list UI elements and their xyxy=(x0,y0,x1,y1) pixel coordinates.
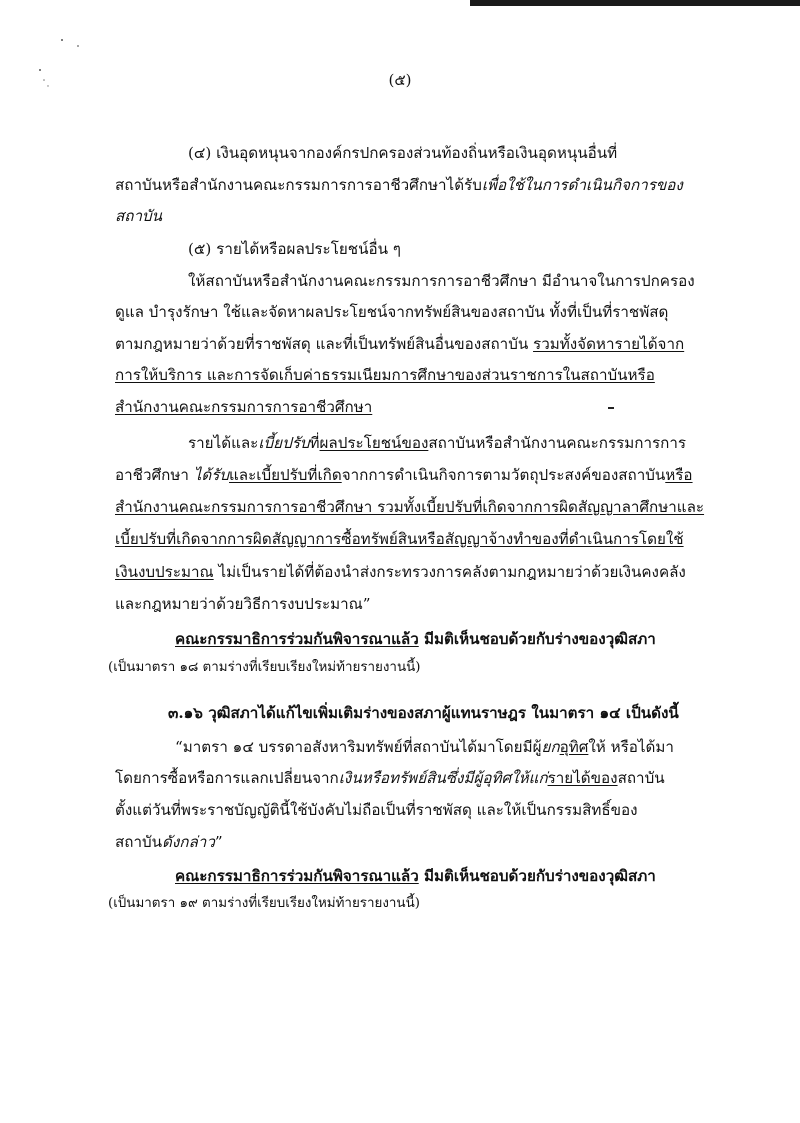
text-line xyxy=(108,892,420,914)
text-segment: ” xyxy=(214,833,223,851)
text-segment: หรือ xyxy=(665,466,693,484)
text-segment: คณะกรรมาธิการร่วมกันพิจารณาแล้ว xyxy=(175,630,419,648)
text-line xyxy=(115,768,665,788)
scan-dash-mark xyxy=(608,407,614,409)
text-line xyxy=(115,365,655,385)
text-segment: และเบี้ยปรับที่เกิด xyxy=(229,466,342,484)
text-segment: โดยการซื้อหรือการแลกเปลี่ยนจาก xyxy=(115,769,339,787)
text-line xyxy=(115,529,684,549)
text-segment: ดังกล่าว xyxy=(162,833,215,851)
text-segment: ได้รับ xyxy=(193,466,230,484)
text-segment: ไม่เป็นรายได้ที่ต้องนำส่งกระทรวงการคลังตามกฎหมายว่าด้วยเงินคงคลัง xyxy=(213,563,686,581)
text-segment: (เป็นมาตรา ๑๘ ตามร่างที่เรียบเรียงใหม่ท้ายรายงานนี้) xyxy=(108,660,421,675)
text-segment: รายได้และ xyxy=(188,434,259,452)
text-line xyxy=(115,562,686,582)
text-segment: “มาตรา ๑๔ บรรดาอสังหาริมทรัพย์ที่สถาบันได้มาโดยมีผู้ xyxy=(175,738,542,756)
text-line xyxy=(115,397,372,417)
text-line xyxy=(188,239,401,259)
text-line xyxy=(115,497,704,517)
text-segment: มีมติเห็นชอบด้วยกับร่างของวุฒิสภา xyxy=(418,867,656,885)
text-line xyxy=(115,302,668,322)
text-segment: และกฎหมายว่าด้วยวิธีการงบประมาณ” xyxy=(115,595,371,613)
text-segment: เบี้ยปรับที่เกิดจากการผิดสัญญาการซื้อทรัพย์สินหรือสัญญาจ้างทำของที่ดำเนินการโดยใช้ xyxy=(115,530,684,548)
text-line xyxy=(168,703,679,723)
text-segment: การให้บริการ และการจัดเก็บค่าธรรมเนียมการศึกษาของส่วนราชการในสถาบันหรือ xyxy=(115,366,655,384)
text-line xyxy=(188,271,695,291)
text-segment: สถาบันหรือสำนักงานคณะกรรมการการอาชีวศึกษาได้รับ xyxy=(115,176,482,194)
text-segment: ๓.๑๖ วุฒิสภาได้แก้ไขเพิ่มเติมร่างของสภาผู้แทนราษฎร ในมาตรา ๑๔ เป็นดังนี้ xyxy=(168,704,679,722)
text-line xyxy=(175,866,656,886)
text-segment: ตามกฎหมายว่าด้วยที่ราชพัสดุ และที่เป็นทรัพย์สินอื่นของสถาบัน xyxy=(115,335,534,353)
text-line xyxy=(175,629,656,649)
text-line xyxy=(188,433,686,453)
text-segment: ผลประโยชน์ของ xyxy=(319,434,429,452)
text-line xyxy=(188,143,617,163)
text-line xyxy=(115,594,371,614)
text-segment: คณะกรรมาธิการร่วมกันพิจารณาแล้ว xyxy=(175,867,419,885)
text-segment: อุทิศ xyxy=(559,738,589,756)
text-line xyxy=(115,175,683,195)
text-line xyxy=(175,737,674,757)
text-segment: มีมติเห็นชอบด้วยกับร่างของวุฒิสภา xyxy=(418,630,656,648)
text-segment: รายได้ของ xyxy=(547,769,618,787)
text-segment: ให้สถาบันหรือสำนักงานคณะกรรมการการอาชีวศึกษา มีอำนาจในการปกครอง xyxy=(188,272,695,290)
text-line xyxy=(115,800,638,820)
text-segment: (๔) เงินอุดหนุนจากองค์กรปกครองส่วนท้องถิ่นหรือเงินอุดหนุนอื่นที่ xyxy=(188,144,618,162)
text-segment: สถาบัน xyxy=(617,769,665,787)
text-segment: ดูแล บำรุงรักษา ใช้และจัดหาผลประโยชน์จากทรัพย์สินของสถาบัน ทั้งที่เป็นที่ราชพัสดุ xyxy=(115,303,669,321)
text-segment: เงินหรือทรัพย์สินซึ่งมีผู้อุทิศให้แก่ xyxy=(338,769,548,787)
text-segment: เงินงบประมาณ xyxy=(115,563,214,581)
text-segment: สถาบันหรือสำนักงานคณะกรรมการการ xyxy=(428,434,687,452)
text-line xyxy=(115,465,693,485)
text-line xyxy=(115,206,162,226)
text-line xyxy=(115,832,223,852)
text-line xyxy=(115,334,684,354)
text-segment: สถาบัน xyxy=(115,833,163,851)
text-segment: (๕) รายได้หรือผลประโยชน์อื่น ๆ xyxy=(188,240,401,258)
text-segment: สำนักงานคณะกรรมการการอาชีวศึกษา xyxy=(115,398,373,416)
page-number: (๕) xyxy=(388,71,412,89)
text-line xyxy=(108,656,420,678)
text-segment: สำนักงานคณะกรรมการการอาชีวศึกษา รวมทั้งเบี้ยปรับที่เกิดจากการผิดสัญญาลาศึกษาและ xyxy=(115,498,705,516)
text-segment: อาชีวศึกษา xyxy=(115,466,194,484)
text-segment: ตั้งแต่วันที่พระราชบัญญัตินี้ใช้บังคับไม่ถือเป็นที่ราชพัสดุ และให้เป็นกรรมสิทธิ์ของ xyxy=(115,801,638,819)
text-segment: รวมทั้งจัดหารายได้จาก xyxy=(533,335,685,353)
text-segment: (เป็นมาตรา ๑๙ ตามร่างที่เรียบเรียงใหม่ท้ายรายงานนี้) xyxy=(108,896,420,911)
text-segment: เพื่อใช้ในการดำเนินกิจการของ xyxy=(481,176,683,194)
text-segment: เบี้ยปรับ xyxy=(258,434,310,452)
text-segment: จากการดำเนินกิจการตามวัตถุประสงค์ของสถาบัน xyxy=(341,466,666,484)
text-segment: ยก xyxy=(541,738,560,756)
text-segment: ให้ หรือได้มา xyxy=(588,738,674,756)
text-segment: ที่ xyxy=(309,434,320,452)
text-segment: สถาบัน xyxy=(115,207,163,225)
